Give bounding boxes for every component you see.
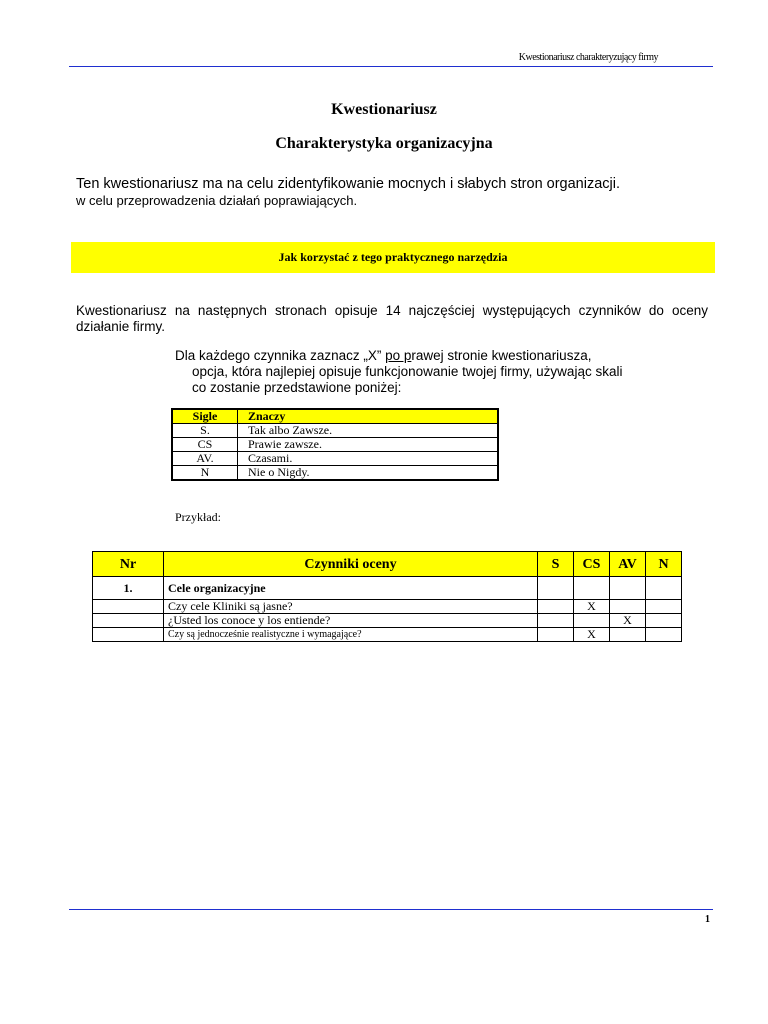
cell-av[interactable] xyxy=(610,628,646,642)
example-label xyxy=(175,510,221,525)
col-header-cs: CS xyxy=(574,552,610,577)
legend-code: N xyxy=(172,466,238,481)
section-title: Cele organizacyjne xyxy=(164,577,538,600)
legend-meaning: Prawie zawsze. xyxy=(238,438,499,452)
cell-av[interactable]: X xyxy=(610,614,646,628)
col-header-av: AV xyxy=(610,552,646,577)
example-text: Przykład: xyxy=(175,510,221,524)
legend-code: S. xyxy=(172,424,238,438)
instruction-underlined: po p xyxy=(385,348,412,363)
description-paragraph: Kwestionariusz na następnych stronach opisuje 14 najczęściej występujących czynników do oceny działanie firmy. xyxy=(76,303,708,334)
document-title: Kwestionariusz xyxy=(331,101,437,118)
cell-cs[interactable]: X xyxy=(574,600,610,614)
legend-row xyxy=(172,452,498,466)
cell-n[interactable] xyxy=(646,628,682,642)
legend-code: AV. xyxy=(172,452,238,466)
col-header-s: S xyxy=(538,552,574,577)
section-row xyxy=(93,577,682,600)
legend-row xyxy=(172,438,498,452)
instruction-part1: Dla każdego czynnika zaznacz „X” xyxy=(175,348,386,363)
banner-text: Jak korzystać z tego praktycznego narzędzia xyxy=(278,250,508,264)
cell-cs[interactable] xyxy=(574,614,610,628)
legend-meaning: Nie o Nigdy. xyxy=(238,466,499,481)
col-header-factor: Czynniki oceny xyxy=(164,552,538,577)
header-rule xyxy=(69,66,713,67)
legend-row xyxy=(172,466,498,481)
question-text: Czy cele Kliniki są jasne? xyxy=(164,600,538,614)
document-subtitle: Charakterystyka organizacyjna xyxy=(275,135,493,152)
section-number: 1. xyxy=(93,577,164,600)
cell-av[interactable] xyxy=(610,600,646,614)
legend-meaning: Czasami. xyxy=(238,452,499,466)
table-row xyxy=(93,600,682,614)
legend-header-row xyxy=(172,409,498,424)
table-row xyxy=(93,628,682,642)
question-text: ¿Usted los conoce y los entiende? xyxy=(164,614,538,628)
intro-line-2: w celu przeprowadzenia działań poprawiających. xyxy=(76,193,358,208)
cell-cs[interactable]: X xyxy=(574,628,610,642)
legend-header-sigle: Sigle xyxy=(172,409,238,424)
how-to-use-banner xyxy=(71,242,715,273)
page-number: 1 xyxy=(705,914,710,925)
legend-row xyxy=(172,424,498,438)
running-header: Kwestionariusz charakteryzujący firmy xyxy=(518,52,658,63)
instruction-line-3: co zostanie przedstawione poniżej: xyxy=(192,380,402,395)
instruction-part2: rawej stronie kwestionariusza, xyxy=(411,348,592,363)
scale-legend-table xyxy=(171,408,499,481)
col-header-n: N xyxy=(646,552,682,577)
legend-code: CS xyxy=(172,438,238,452)
legend-header-znaczy: Znaczy xyxy=(238,409,499,424)
cell-s[interactable] xyxy=(538,600,574,614)
instruction-block xyxy=(175,348,645,396)
example-table xyxy=(92,551,682,642)
table-row xyxy=(93,614,682,628)
cell-n[interactable] xyxy=(646,614,682,628)
col-header-nr: Nr xyxy=(93,552,164,577)
question-text: Czy są jednocześnie realistyczne i wymagające? xyxy=(164,628,538,642)
footer-rule xyxy=(69,909,713,910)
instruction-line-2: opcja, która najlepiej opisuje funkcjonowanie twojej firmy, używając skali xyxy=(192,364,623,379)
intro-line-1: Ten kwestionariusz ma na celu zidentyfikowanie mocnych i słabych stron organizacji. xyxy=(76,176,621,192)
cell-s[interactable] xyxy=(538,628,574,642)
cell-s[interactable] xyxy=(538,614,574,628)
cell-n[interactable] xyxy=(646,600,682,614)
example-header-row xyxy=(93,552,682,577)
legend-meaning: Tak albo Zawsze. xyxy=(238,424,499,438)
